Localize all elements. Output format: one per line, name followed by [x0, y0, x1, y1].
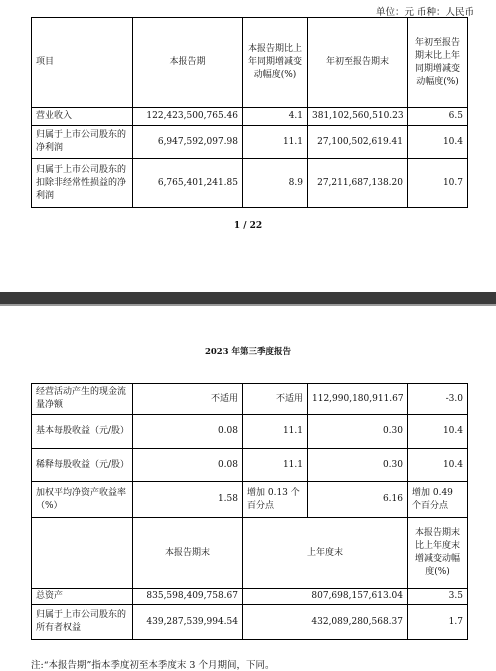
row-label: 营业收入	[32, 108, 133, 126]
row-label: 归属于上市公司股东的净利润	[32, 126, 133, 159]
header-cell: 项目	[32, 18, 133, 108]
unit-currency-label: 单位：元 币种：人民币	[375, 7, 474, 18]
table-cell: 6,765,401,241.85	[133, 159, 243, 208]
table-cell: 6,947,592,097.98	[133, 126, 243, 159]
header-cell: 本报告期末比上年度末增减变动幅度(%)	[408, 518, 468, 589]
table-cell: 4.1	[243, 108, 308, 126]
table-row	[32, 384, 468, 415]
row-label: 归属于上市公司股东的所有者权益	[32, 605, 133, 640]
row-label: 总资产	[32, 589, 133, 605]
page-number: 1 / 22	[233, 221, 263, 231]
table-cell: 0.08	[133, 449, 243, 482]
table-row	[32, 589, 468, 605]
row-label: 加权平均净资产收益率（%）	[32, 482, 133, 518]
table-cell: 1.7	[408, 605, 468, 640]
table-cell: 不适用	[133, 384, 243, 415]
table-cell: 3.5	[408, 589, 468, 605]
table-row	[32, 126, 468, 159]
row-label: 稀释每股收益（元/股）	[32, 449, 133, 482]
table-cell: 10.4	[408, 415, 468, 449]
table-cell: 6.5	[408, 108, 468, 126]
table-cell: 27,100,502,619.41	[308, 126, 408, 159]
header-cell: 本报告期比上年同期增减变动幅度(%)	[243, 18, 308, 108]
table-cell: 增加 0.13 个百分点	[243, 482, 308, 518]
table-row	[32, 108, 468, 126]
table-cell: 10.7	[408, 159, 468, 208]
table-cell: 381,102,560,510.23	[308, 108, 408, 126]
header-cell: 本报告期末	[133, 518, 243, 589]
table-cell: 0.08	[133, 415, 243, 449]
report-title: 2023 年第三季度报告	[204, 347, 292, 357]
row-label: 经营活动产生的现金流量净额	[32, 384, 133, 415]
table-row	[32, 482, 468, 518]
table-cell: 10.4	[408, 126, 468, 159]
table-cell: 112,990,180,911.67	[308, 384, 408, 415]
footnote: 注:“本报告期”指本季度初至本季度末 3 个月期间，下同。	[31, 660, 275, 671]
table-cell: 432,089,280,568.37	[243, 605, 408, 640]
page-separator-shadow	[0, 304, 496, 306]
table-cell: 807,698,157,613.04	[243, 589, 408, 605]
table-cell: 11.1	[243, 449, 308, 482]
table-cell: 11.1	[243, 415, 308, 449]
table-cell: 不适用	[243, 384, 308, 415]
table-cell: 10.4	[408, 449, 468, 482]
table-cell: 6.16	[308, 482, 408, 518]
financial-summary-table	[31, 17, 468, 208]
table-subheader-row	[32, 518, 468, 589]
row-label: 基本每股收益（元/股）	[32, 415, 133, 449]
page-separator	[0, 292, 496, 304]
table-row	[32, 159, 468, 208]
table-row	[32, 605, 468, 640]
table-row	[32, 449, 468, 482]
table-cell: 0.30	[308, 415, 408, 449]
table-cell: 8.9	[243, 159, 308, 208]
table-cell: -3.0	[408, 384, 468, 415]
header-cell: 年初至报告期末	[308, 18, 408, 108]
table-cell: 11.1	[243, 126, 308, 159]
table-cell: 835,598,409,758.67	[133, 589, 243, 605]
table-cell: 0.30	[308, 449, 408, 482]
table-header-row	[32, 18, 468, 108]
row-label: 归属于上市公司股东的扣除非经常性损益的净利润	[32, 159, 133, 208]
financial-indicators-table	[31, 383, 468, 640]
header-cell: 上年度末	[243, 518, 408, 589]
table-cell: 439,287,539,994.54	[133, 605, 243, 640]
table-row	[32, 415, 468, 449]
table-cell: 122,423,500,765.46	[133, 108, 243, 126]
header-cell	[32, 518, 133, 589]
header-cell: 本报告期	[133, 18, 243, 108]
table-cell: 1.58	[133, 482, 243, 518]
header-cell: 年初至报告期末比上年同期增减变动幅度(%)	[408, 18, 468, 108]
table-cell: 增加 0.49 个百分点	[408, 482, 468, 518]
table-cell: 27,211,687,138.20	[308, 159, 408, 208]
